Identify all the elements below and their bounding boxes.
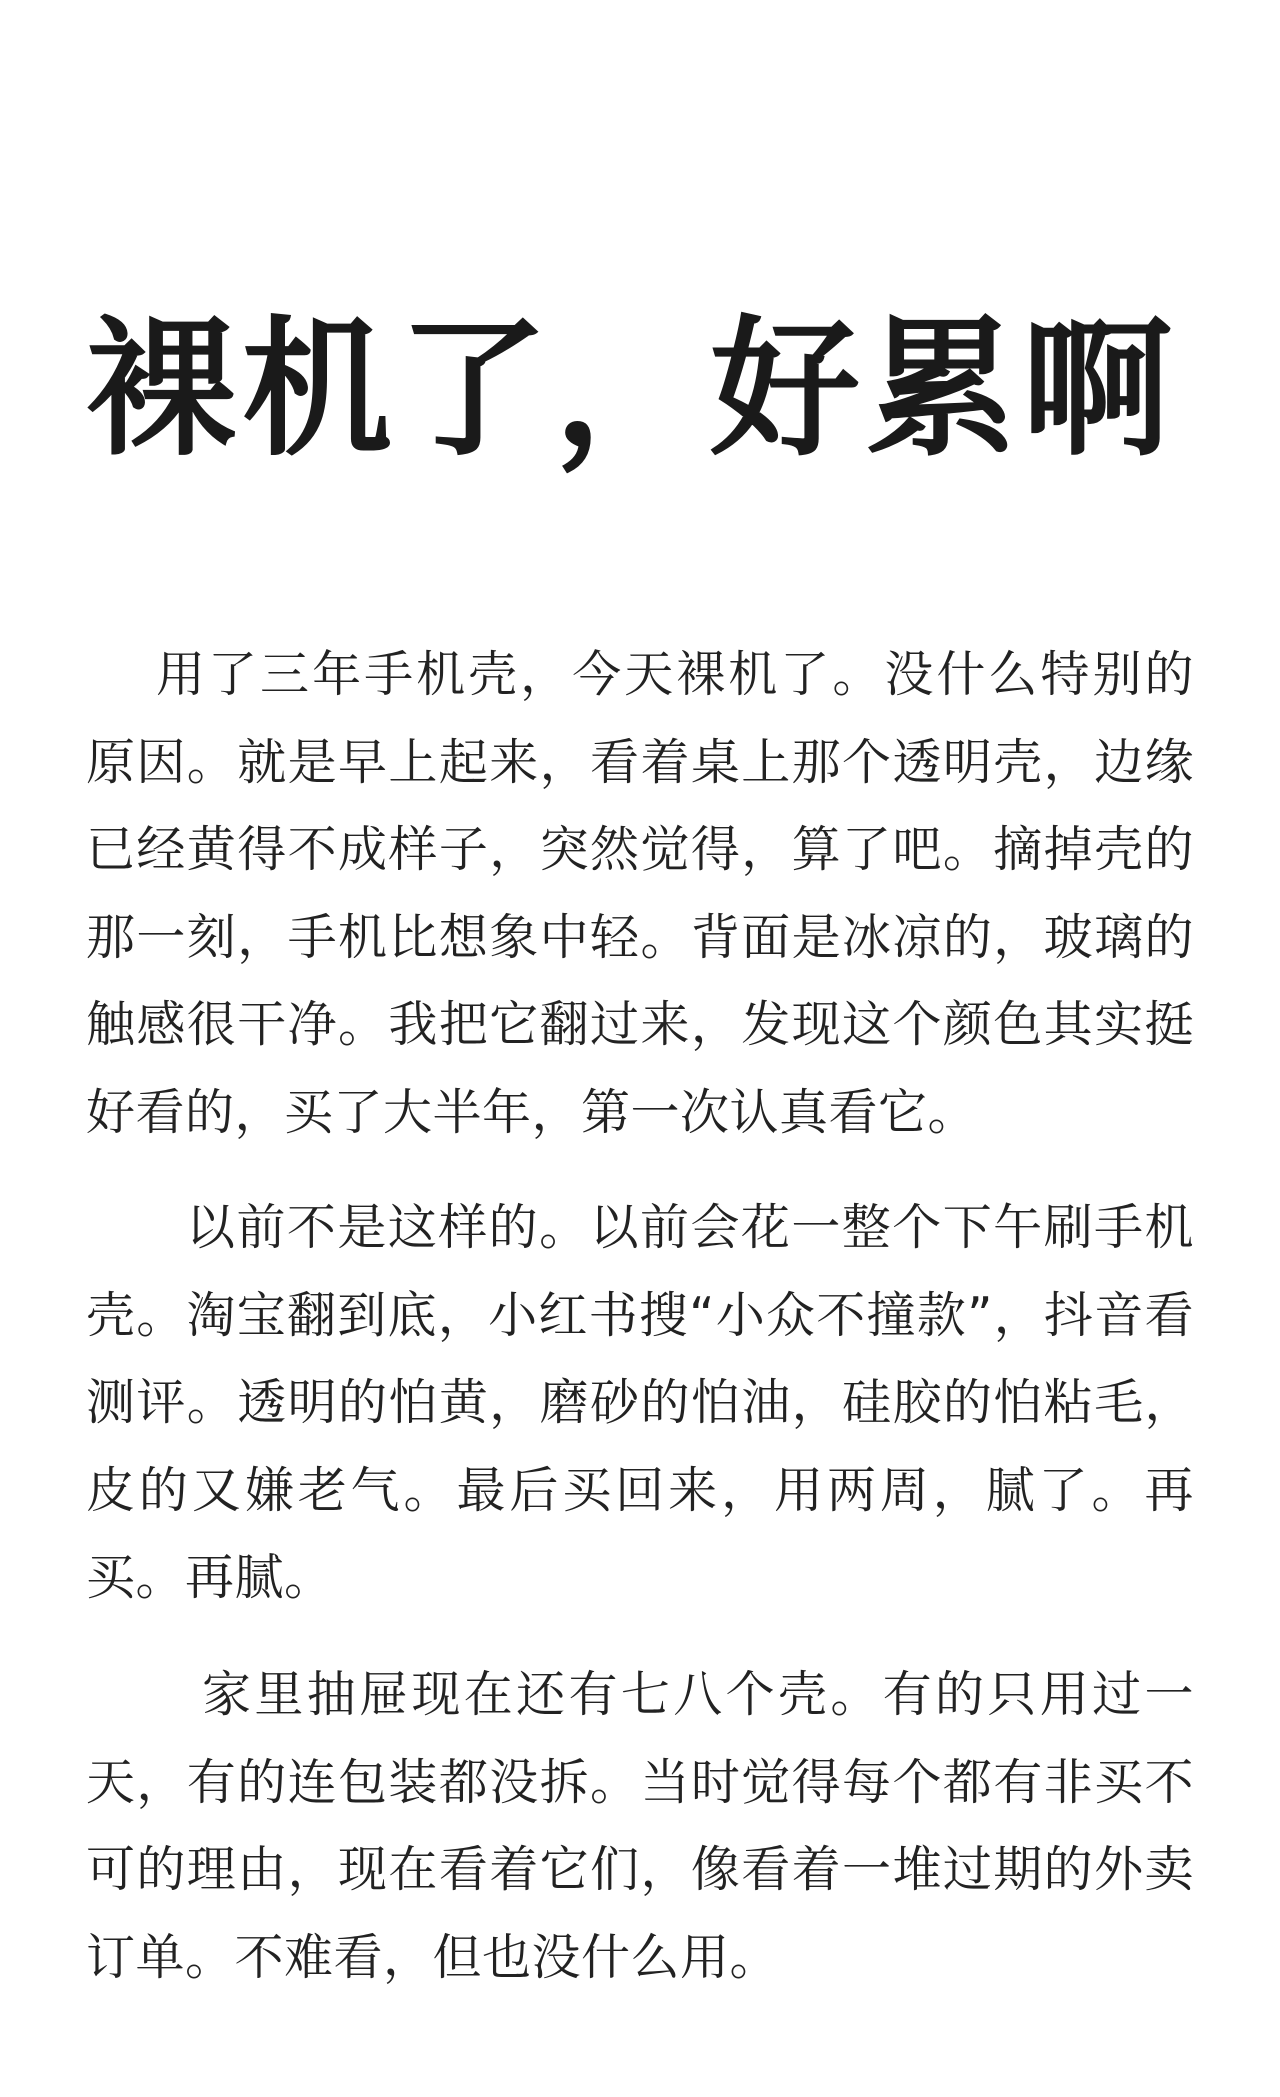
article-paragraph-2: 以前不是这样的。以前会花一整个下午刷手机壳。淘宝翻到底，小红书搜“小众不撞款”，抖音看测评。透明的怕黄，磨砂的怕油，硅胶的怕粘毛，皮的又嫌老气。最后买回来，用两周，腻了。再买。再腻。 xyxy=(86,1199,1194,1606)
article-paragraph-3: 家里抽屉现在还有七八个壳。有的只用过一天，有的连包装都没拆。当时觉得每个都有非买不可的理由，现在看着它们，像看着一堆过期的外卖订单。不难看，但也没什么用。 xyxy=(86,1666,1194,1986)
article-paragraph-1: 用了三年手机壳，今天裸机了。没什么特别的原因。就是早上起来，看着桌上那个透明壳，边缘已经黄得不成样子，突然觉得，算了吧。摘掉壳的那一刻，手机比想象中轻。背面是冰凉的，玻璃的触感很干净。我把它翻过来，发现这个颜色其实挺好看的，买了大半年，第一次认真看它。 xyxy=(86,646,1194,1141)
article-title: 裸机了，好累啊 xyxy=(86,303,1179,477)
